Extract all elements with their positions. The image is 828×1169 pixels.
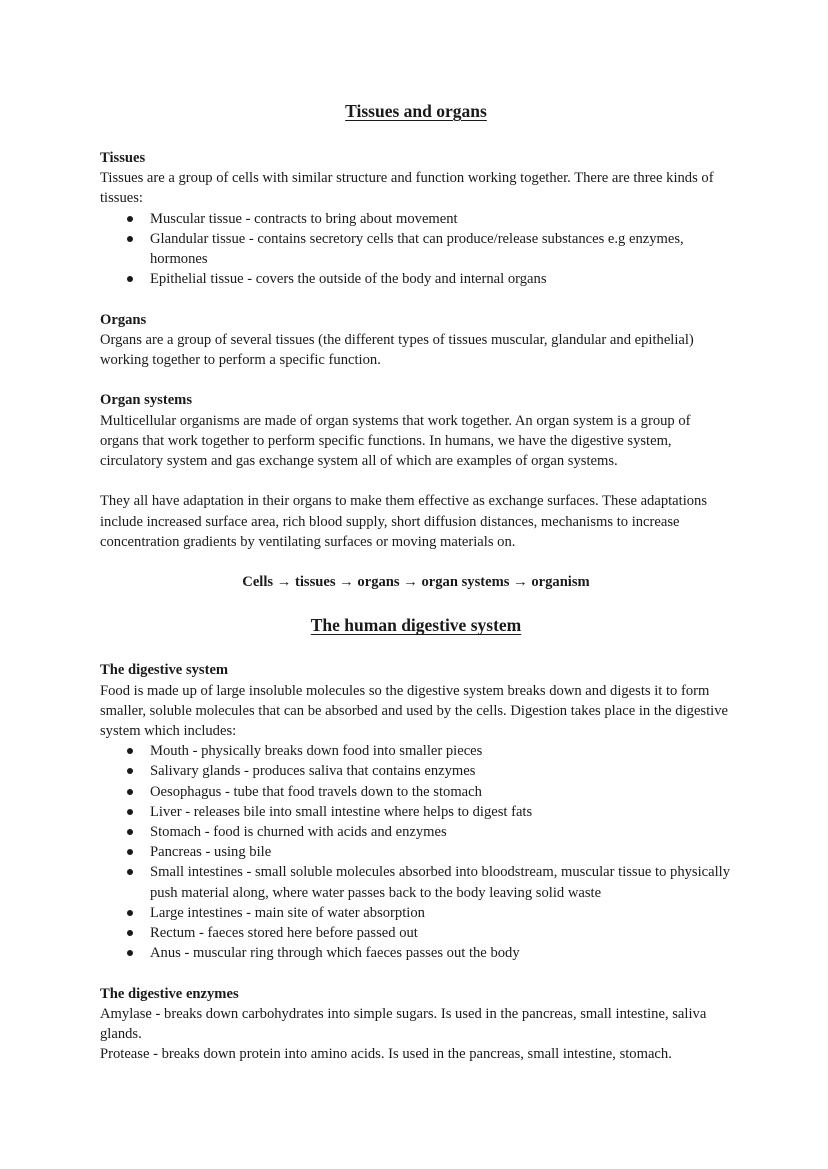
tissues-list (100, 209, 732, 290)
spacer (100, 370, 732, 390)
list-item: Rectum - faeces stored here before passed out (150, 923, 732, 943)
organs-heading: Organs (100, 311, 147, 328)
tissues-intro: Tissues are a group of cells with similar structure and function working together. There are three kinds of tissues: (100, 170, 714, 207)
list-item: Large intestines - main site of water absorption (150, 903, 732, 923)
list-item: Stomach - food is churned with acids and enzymes (150, 822, 732, 842)
organs-text: Organs are a group of several tissues (the different types of tissues muscular, glandular and epithelial) working together to perform a specific function. (100, 331, 694, 369)
organ-systems-section (100, 390, 732, 552)
organs-section (100, 310, 732, 371)
digestive-enzymes-heading: The digestive enzymes (100, 985, 239, 1002)
spacer (100, 471, 732, 491)
digestive-system-heading: The digestive system (100, 662, 229, 679)
tissues-heading: Tissues (100, 150, 146, 166)
digestive-enzymes-section (100, 984, 732, 1065)
list-item: Mouth - physically breaks down food into smaller pieces (150, 741, 732, 761)
list-item: Anus - muscular ring through which faeces passes out the body (150, 943, 732, 963)
section-title: The human digestive system (310, 615, 522, 636)
tissues-section (100, 148, 732, 289)
organ-systems-heading: Organ systems (100, 392, 193, 409)
list-item: Muscular tissue - contracts to bring about movement (150, 209, 732, 229)
spacer (100, 552, 732, 572)
organ-systems-text-2: They all have adaptation in their organs to make them effective as exchange surfaces. These adaptations include increased surface area, rich blood supply, short diffusion distances, mechanisms to increase concentration gradients by ventilating surfaces or moving materials on. (100, 493, 708, 550)
list-item: Pancreas - using bile (150, 842, 732, 862)
document-page (100, 99, 732, 1064)
list-item: Liver - releases bile into small intestine where helps to digest fats (150, 802, 732, 822)
list-item: Epithelial tissue - covers the outside of the body and internal organs (150, 269, 732, 289)
list-item: Small intestines - small soluble molecules absorbed into bloodstream, muscular tissue to physically push material along, where water passes back to the body leaving solid waste (150, 862, 732, 902)
spacer (100, 963, 732, 983)
digestive-system-section (100, 660, 732, 963)
amylase-text: Amylase - breaks down carbohydrates into simple sugars. Is used in the pancreas, small intestine, saliva glands. (100, 1005, 707, 1043)
spacer (100, 289, 732, 309)
page-title: Tissues and organs (345, 101, 487, 121)
hierarchy-flow: Cells → tissues → organs → organ systems → organism (242, 574, 590, 591)
list-item: Glandular tissue - contains secretory cells that can produce/release substances e.g enzymes, hormones (150, 229, 732, 269)
list-item: Salivary glands - produces saliva that contains enzymes (150, 761, 732, 781)
digestive-system-intro: Food is made up of large insoluble molecules so the digestive system breaks down and digests it to form smaller, soluble molecules that can be absorbed and used by the cells. Digestion takes place in the digestive system which includes: (100, 682, 728, 740)
list-item: Oesophagus - tube that food travels down to the stomach (150, 782, 732, 802)
protease-text: Protease - breaks down protein into amino acids. Is used in the pancreas, small intestine, stomach. (100, 1046, 672, 1063)
digestive-organs-list (100, 741, 732, 963)
organ-systems-text-1: Multicellular organisms are made of organ systems that work together. An organ system is a group of organs that work together to perform specific functions. In humans, we have the digestive system, circulatory system and gas exchange system all of which are examples of organ systems. (100, 412, 691, 470)
